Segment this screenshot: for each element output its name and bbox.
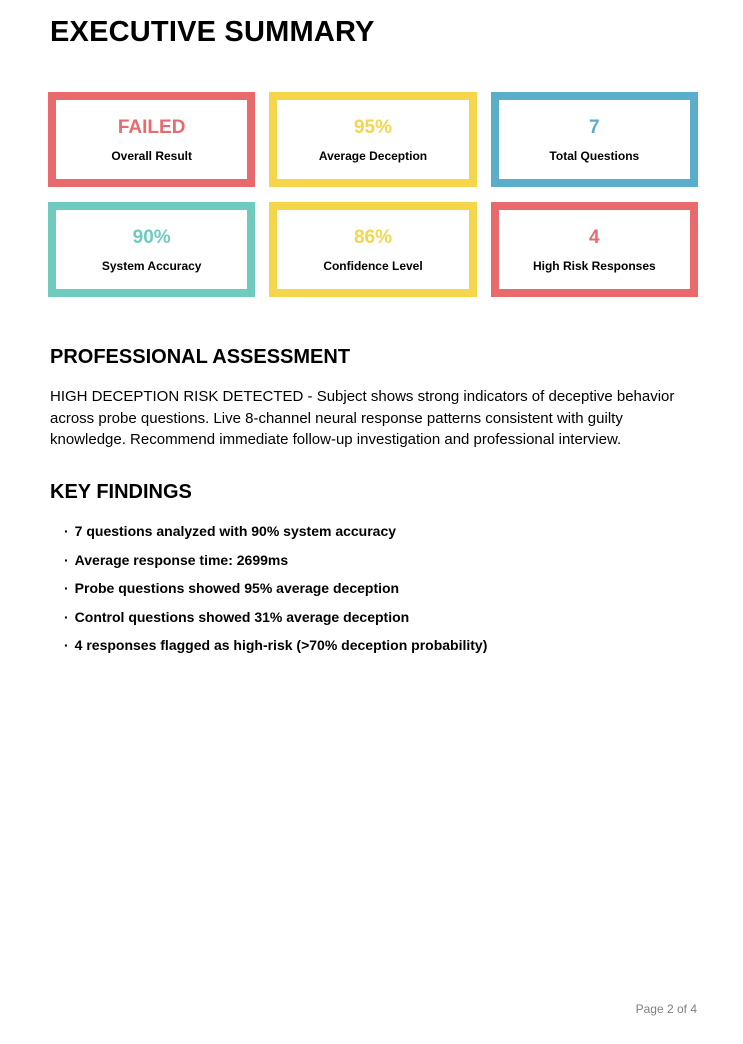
- stat-value: FAILED: [117, 116, 186, 138]
- bullet-dot: ·: [64, 608, 69, 625]
- bullet-dot: ·: [64, 637, 69, 654]
- finding-item: [64, 610, 704, 624]
- findings-heading: KEY FINDINGS: [50, 481, 192, 503]
- finding-text: 7 questions analyzed with 90% system accuracy: [74, 523, 397, 539]
- stat-card-high-risk-responses: [491, 202, 698, 297]
- stat-card-average-deception: [269, 92, 476, 187]
- stat-label: Confidence Level: [323, 258, 423, 273]
- stat-card-overall-result: [48, 92, 255, 187]
- page-title: EXECUTIVE SUMMARY: [50, 16, 375, 48]
- stat-label: Overall Result: [111, 148, 193, 163]
- stat-value: 7: [589, 116, 600, 138]
- finding-item: [64, 553, 704, 567]
- bullet-dot: ·: [64, 551, 69, 568]
- finding-item: [64, 638, 704, 652]
- stat-label: Average Deception: [318, 148, 428, 163]
- finding-text: Probe questions showed 95% average deception: [74, 580, 400, 597]
- bullet-dot: ·: [64, 523, 69, 539]
- finding-item: [64, 524, 704, 538]
- bullet-dot: ·: [64, 580, 69, 597]
- finding-text: Control questions showed 31% average deception: [74, 608, 410, 625]
- stat-value: 86%: [353, 226, 392, 248]
- stat-value: 95%: [353, 116, 392, 138]
- stat-card-system-accuracy: [48, 202, 255, 297]
- stat-card-confidence-level: [269, 202, 476, 297]
- finding-text: Average response time: 2699ms: [74, 551, 289, 568]
- stat-label: High Risk Responses: [532, 258, 656, 273]
- assessment-body-text: HIGH DECEPTION RISK DETECTED - Subject shows strong indicators of deceptive behavior across probe questions. Live 8-channel neural response patterns consistent with guilty knowledge. Recommend immediate follow-up investigation and professional interview.: [50, 388, 675, 448]
- stat-card-total-questions: [491, 92, 698, 187]
- stat-value: 90%: [132, 226, 171, 248]
- stat-label: Total Questions: [549, 148, 640, 163]
- finding-text: 4 responses flagged as high-risk (>70% deception probability): [74, 637, 488, 654]
- findings-list: [64, 524, 704, 667]
- page-number: Page 2 of 4: [635, 1002, 697, 1016]
- assessment-heading: PROFESSIONAL ASSESSMENT: [50, 346, 351, 368]
- finding-item: [64, 581, 704, 595]
- stat-value: 4: [589, 226, 600, 248]
- stat-cards-grid: [48, 92, 698, 297]
- stat-label: System Accuracy: [101, 258, 202, 273]
